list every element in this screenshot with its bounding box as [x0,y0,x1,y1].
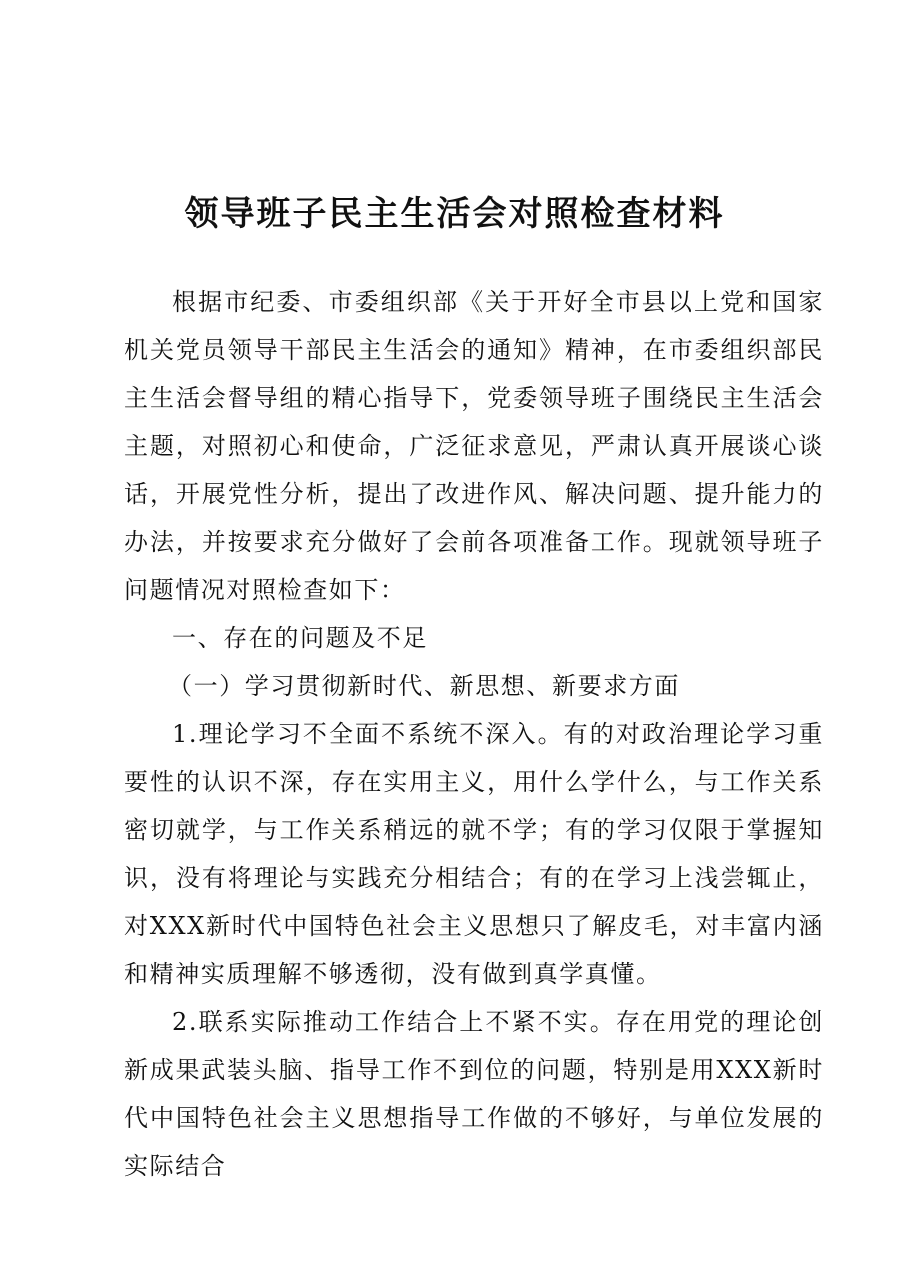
document-title: 领导班子民主生活会对照检查材料 [184,194,725,234]
document-body [124,278,824,1190]
item-paragraph-2: 2.联系实际推动工作结合上不紧不实。存在用党的理论创新成果武装头脑、指导工作不到位的问题，特别是用XXX新时代中国特色社会主义思想指导工作做的不够好，与单位发展的实际结合 [124,1008,824,1180]
section-heading: 一、存在的问题及不足 [172,624,428,652]
intro-paragraph: 根据市纪委、市委组织部《关于开好全市县以上党和国家机关党员领导干部民主生活会的通知》精神，在市委组织部民主生活会督导组的精心指导下，党委领导班子围绕民主生活会主题，对照初心和使命，广泛征求意见，严肃认真开展谈心谈话，开展党性分析，提出了改进作风、解决问题、提升能力的办法，并按要求充分做好了会前各项准备工作。现就领导班子问题情况对照检查如下： [124,288,824,604]
item-paragraph-1: 1.理论学习不全面不系统不深入。有的对政治理论学习重要性的认识不深，存在实用主义，用什么学什么，与工作关系密切就学，与工作关系稍远的就不学；有的学习仅限于掌握知识，没有将理论与实践充分相结合；有的在学习上浅尝辄止，对XXX新时代中国特色社会主义思想只了解皮毛，对丰富内涵和精神实质理解不够透彻，没有做到真学真懂。 [124,720,824,988]
subsection-heading: （一）学习贯彻新时代、新思想、新要求方面 [168,672,680,700]
